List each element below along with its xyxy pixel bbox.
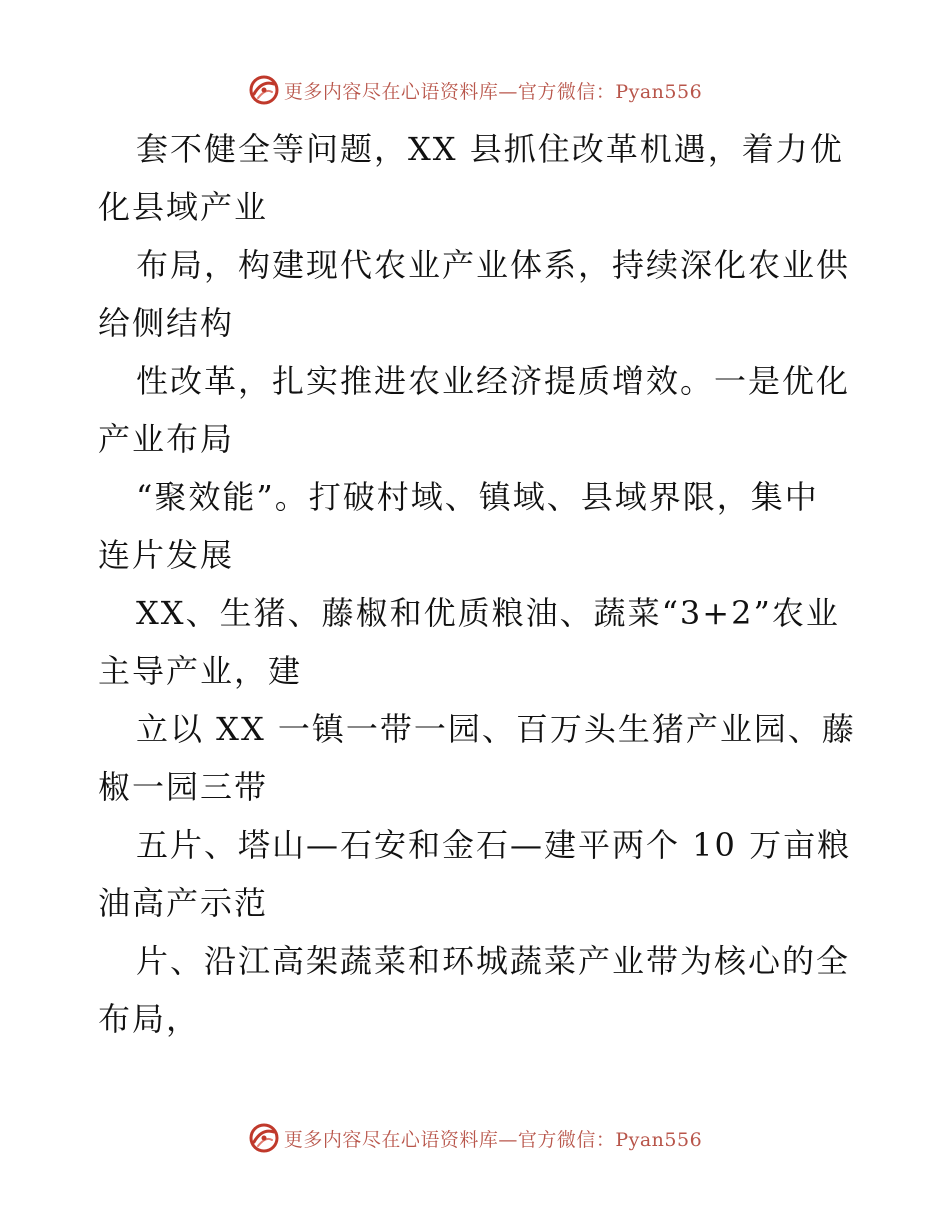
text-line: 布局，构建现代农业产业体系，持续深化农业供 [136,246,851,284]
text-line: 套不健全等问题，XX 县抓住改革机遇，着力优 [136,130,844,168]
text-line: 化县域产业 [98,188,269,226]
text-line: 立以 XX 一镇一带一园、百万头生猪产业园、藤 [136,710,856,748]
footer-banner-text: 更多内容尽在心语资料库—官方微信：Pyan556 [283,1128,703,1151]
text-line: 主导产业，建 [98,652,303,690]
header-banner [0,72,950,108]
text-line: “聚效能”。打破村域、镇域、县域界限，集中 [136,478,819,516]
text-line: XX、生猪、藤椒和优质粮油、蔬菜“3+2”农业 [136,594,840,632]
text-line: 油高产示范 [98,884,269,922]
text-line: 给侧结构 [98,304,235,342]
text-line: 片、沿江高架蔬菜和环城蔬菜产业带为核心的全 [136,942,851,980]
text-line: 五片、塔山—石安和金石—建平两个 10 万亩粮 [136,826,852,864]
text-line: 连片发展 [98,536,235,574]
text-line: 产业布局 [98,420,235,458]
text-line: 椒一园三带 [98,768,269,806]
swirl-logo-icon [248,1122,280,1154]
text-line: 布局， [98,1000,201,1038]
text-line: 性改革，扎实推进农业经济提质增效。一是优化 [136,362,851,400]
swirl-logo-icon [248,74,280,106]
header-banner-text: 更多内容尽在心语资料库—官方微信：Pyan556 [283,80,703,103]
document-body [98,120,856,1048]
footer-banner [0,1120,950,1156]
